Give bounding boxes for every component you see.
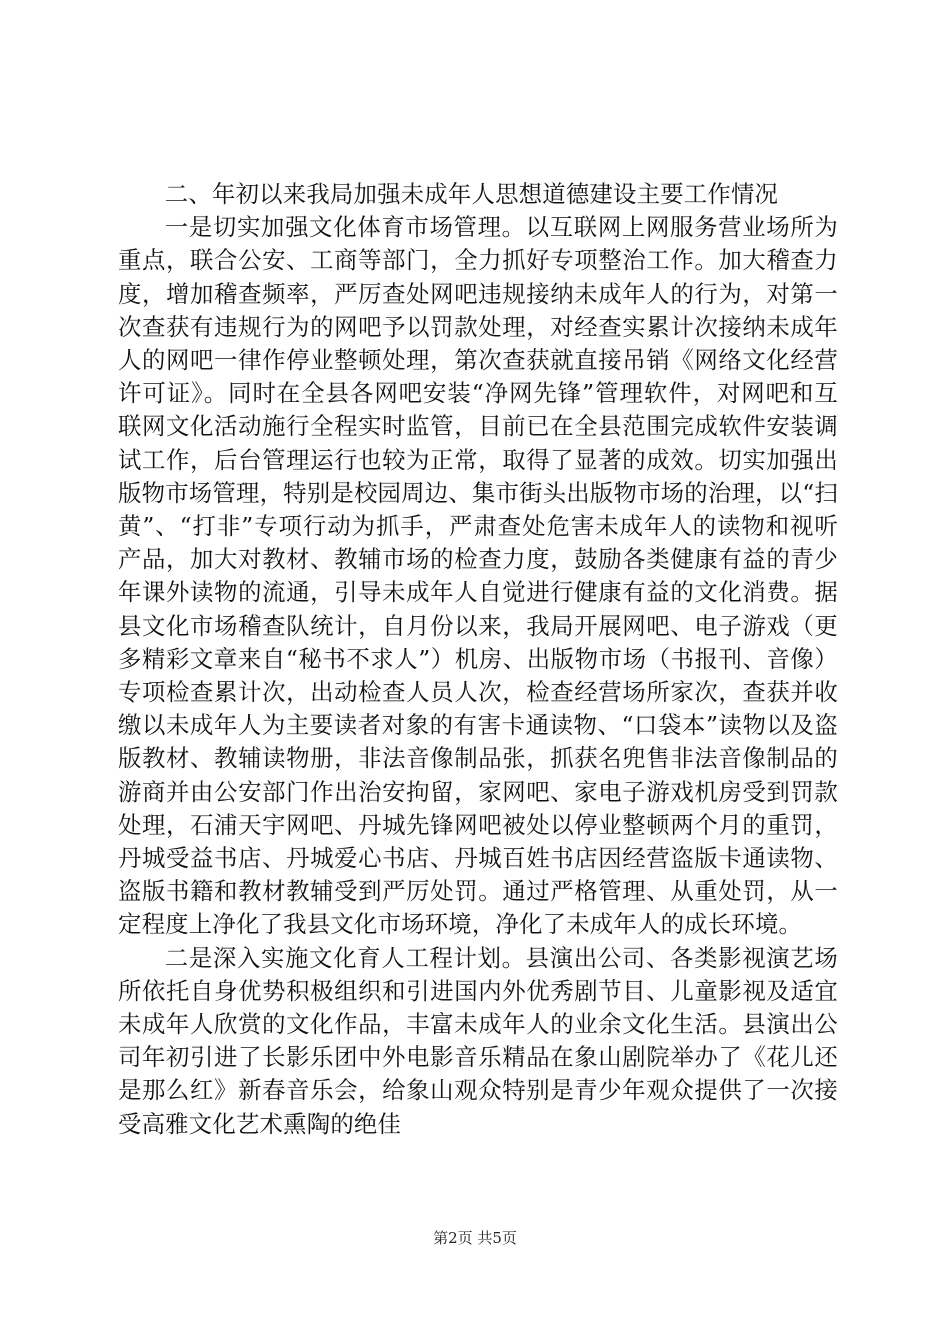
section-heading: 二、年初以来我局加强未成年人思想道德建设主要工作情况: [164, 180, 779, 208]
paragraph-market-management: 一是切实加强文化体育市场管理。以互联网上网服务营业场所为重点，联合公安、工商等部门，全力抓好专项整治工作。加大稽查力度，增加稽查频率，严厉查处网吧违规接纳未成年人的行为，对第一次查获有违规行为的网吧予以罚款处理，对经查实累计次接纳未成年人的网吧一律作停业整顿处理，第次查获就直接吊销《网络文化经营许可证》。同时在全县各网吧安装“净网先锋”管理软件，对网吧和互联网文化活动施行全程实时监管，目前已在全县范围完成软件安装调试工作，后台管理运行也较为正常，取得了显著的成效。切实加强出版物市场管理，特别是校园周边、集市街头出版物市场的治理，以“扫黄”、“打非”专项行动为抓手，严肃查处危害未成年人的读物和视听产品，加大对教材、教辅市场的检查力度，鼓励各类健康有益的青少年课外读物的流通，引导未成年人自觉进行健康有益的文化消费。据县文化市场稽查队统计，自月份以来，我局开展网吧、电子游戏（更多精彩文章来自“秘书不求人”）机房、出版物市场（书报刊、音像）专项检查累计次，出动检查人员人次，检查经营场所家次，查获并收缴以未成年人为主要读者对象的有害卡通读物、“口袋本”读物以及盗版教材、教辅读物册，非法音像制品张，抓获名兜售非法音像制品的游商并由公安部门作出治安拘留，家网吧、家电子游戏机房受到罚款处理，石浦天宇网吧、丹城先锋网吧被处以停业整顿两个月的重罚，丹城受益书店、丹城爱心书店、丹城百姓书店因经营盗版卡通读物、盗版书籍和教材教辅受到严厉处罚。通过严格管理、从重处罚，从一定程度上净化了我县文化市场环境，净化了未成年人的成长环境。: [118, 213, 838, 939]
document-body: [118, 178, 838, 1141]
paragraph-cultural-education: 二是深入实施文化育人工程计划。县演出公司、各类影视演艺场所依托自身优势积极组织和引进国内外优秀剧节目、儿童影视及适宜未成年人欣赏的文化作品，丰富未成年人的业余文化生活。县演出公司年初引进了长影乐团中外电影音乐精品在象山剧院举办了《花儿还是那么红》新春音乐会，给象山观众特别是青少年观众提供了一次接受高雅文化艺术熏陶的绝佳: [118, 943, 838, 1138]
page-number-footer: 第2页 共5页: [433, 1229, 517, 1247]
